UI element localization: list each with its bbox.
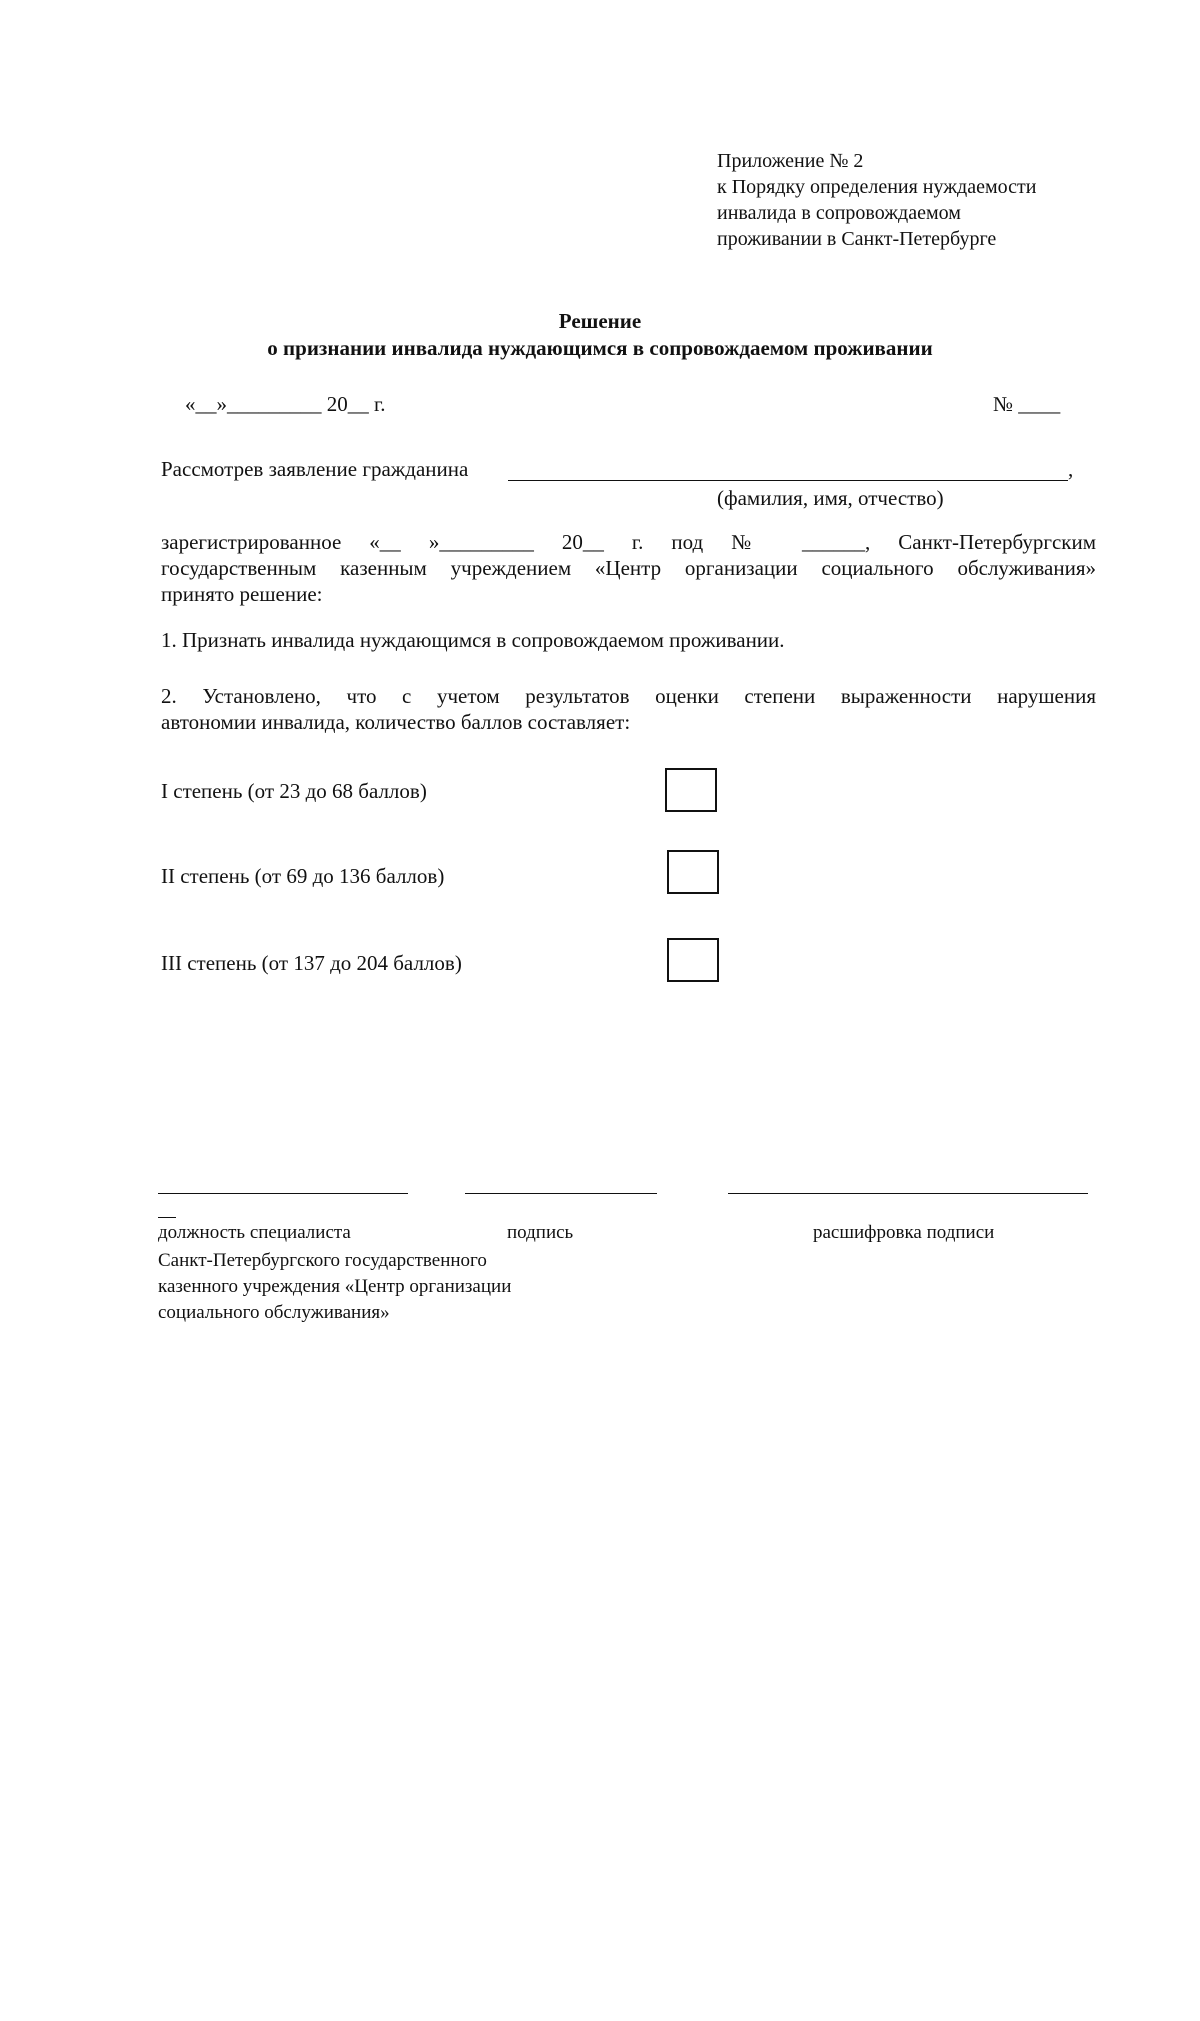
applicant-hint: (фамилия, имя, отчество)	[717, 486, 944, 510]
registration-line-1: зарегистрированное «__ »_________ 20__ г. под № ______, Санкт-Петербургским	[161, 530, 1096, 554]
degree-3-checkbox[interactable]	[667, 938, 719, 982]
stray-dash	[158, 1217, 176, 1218]
position-caption: должность специалиста	[158, 1222, 351, 1243]
organization-line: социального обслуживания»	[158, 1302, 390, 1323]
degree-1-label: I степень (от 23 до 68 баллов)	[161, 779, 427, 803]
decode-signature-line[interactable]	[728, 1193, 1088, 1194]
appendix-line: к Порядку определения нуждаемости	[717, 176, 1037, 198]
appendix-line: проживании в Санкт-Петербурге	[717, 228, 997, 250]
registration-line-2: государственным казенным учреждением «Центр организации социального обслуживания»	[161, 556, 1096, 580]
applicant-label: Рассмотрев заявление гражданина	[161, 457, 469, 481]
degree-2-checkbox[interactable]	[667, 850, 719, 894]
organization-line: казенного учреждения «Центр организации	[158, 1276, 512, 1297]
organization-line: Санкт-Петербургского государственного	[158, 1250, 487, 1271]
organization-block	[158, 1248, 511, 1326]
decode-caption: расшифровка подписи	[813, 1222, 995, 1243]
appendix-line: инвалида в сопровождаемом	[717, 202, 961, 224]
decision-item-1: 1. Признать инвалида нуждающимся в сопровождаемом проживании.	[161, 628, 785, 652]
document-subtitle: о признании инвалида нуждающимся в сопровождаемом проживании	[267, 336, 933, 360]
date-field[interactable]: «__»_________ 20__ г.	[185, 392, 386, 416]
appendix-line: Приложение № 2	[717, 150, 864, 172]
registration-line-3: принято решение:	[161, 582, 323, 606]
applicant-name-input[interactable]	[508, 480, 1068, 481]
appendix-header	[717, 148, 1036, 252]
degree-3-label: III степень (от 137 до 204 баллов)	[161, 951, 462, 975]
document-title: Решение	[558, 309, 642, 333]
decision-item-2-line-2: автономии инвалида, количество баллов составляет:	[161, 710, 631, 734]
signature-caption: подпись	[507, 1222, 574, 1243]
degree-1-checkbox[interactable]	[665, 768, 717, 812]
applicant-period: ,	[1068, 457, 1074, 481]
degree-2-label: II степень (от 69 до 136 баллов)	[161, 864, 445, 888]
decision-item-2-line-1: 2. Установлено, что с учетом результатов оценки степени выраженности нарушения	[161, 684, 1096, 708]
signature-line[interactable]	[465, 1193, 657, 1194]
document-number-field[interactable]: № ____	[993, 392, 1061, 416]
position-signature-line[interactable]	[158, 1193, 408, 1194]
